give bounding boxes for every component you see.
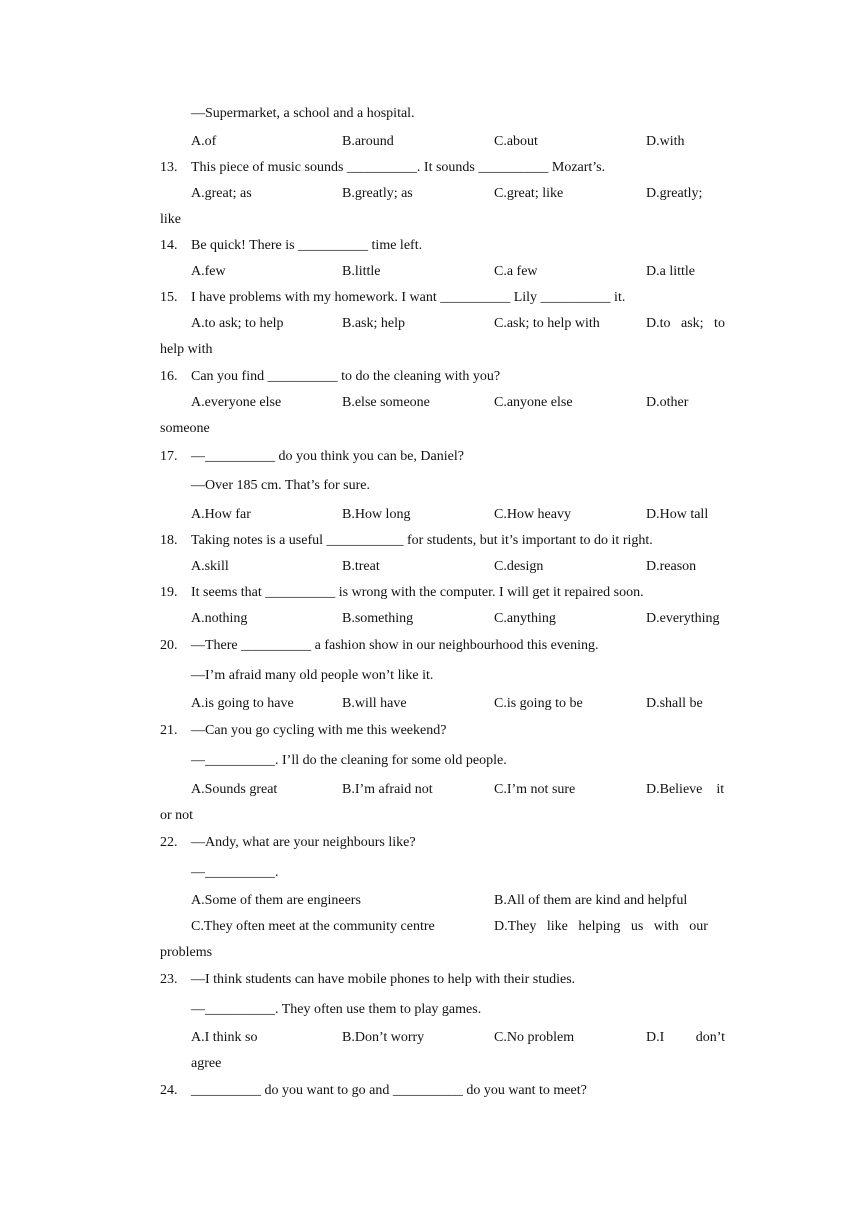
option-c: C.anything: [494, 611, 556, 626]
option-c: C.I’m not sure: [494, 782, 576, 797]
question-number: 13.: [160, 160, 178, 175]
option-a: A.nothing: [191, 611, 248, 626]
option-d-wrap: agree: [191, 1056, 222, 1071]
option-d-wrap: help with: [160, 342, 213, 357]
option-b: B.Don’t worry: [342, 1030, 425, 1045]
question-text: Can you find __________ to do the cleaning with you?: [191, 369, 501, 384]
question-number: 17.: [160, 449, 178, 464]
question-number: 16.: [160, 369, 178, 384]
option-a: A.is going to have: [191, 696, 294, 711]
option-d: D.with: [646, 134, 685, 149]
option-b: B.little: [342, 264, 381, 279]
question-text: It seems that __________ is wrong with the computer. I will get it repaired soon.: [191, 585, 644, 600]
option-d: D.greatly;: [646, 186, 703, 201]
option-a: A.great; as: [191, 186, 252, 201]
option-b: B.around: [342, 134, 394, 149]
option-d: D.everything: [646, 611, 720, 626]
question-number: 22.: [160, 835, 178, 850]
option-b: B.will have: [342, 696, 407, 711]
option-b: B.ask; help: [342, 316, 405, 331]
question-text: Taking notes is a useful ___________ for students, but it’s important to do it right.: [191, 533, 653, 548]
option-c: C.anyone else: [494, 395, 573, 410]
option-d: D.I don’t: [646, 1030, 726, 1045]
answer-line: —Over 185 cm. That’s for sure.: [191, 478, 370, 493]
question-number: 24.: [160, 1083, 178, 1098]
question-text: __________ do you want to go and __________ do you want to meet?: [191, 1083, 587, 1098]
answer-line: —Supermarket, a school and a hospital.: [191, 106, 415, 121]
option-a: A.Sounds great: [191, 782, 278, 797]
option-a: A.Some of them are engineers: [191, 893, 361, 908]
answer-line: —I’m afraid many old people won’t like it.: [191, 668, 434, 683]
option-a: A.few: [191, 264, 226, 279]
option-b: B.treat: [342, 559, 380, 574]
answer-line: —__________.: [191, 865, 279, 880]
question-text: I have problems with my homework. I want __________ Lily __________ it.: [191, 290, 626, 305]
option-c: C.No problem: [494, 1030, 575, 1045]
option-c: C.How heavy: [494, 507, 571, 522]
option-c: C.great; like: [494, 186, 564, 201]
question-text: —I think students can have mobile phones to help with their studies.: [191, 972, 576, 987]
option-d: D.to ask; to: [646, 316, 725, 331]
option-a: A.I think so: [191, 1030, 258, 1045]
option-d: D.How tall: [646, 507, 709, 522]
answer-line: —__________. They often use them to play games.: [191, 1002, 482, 1017]
question-text: —Can you go cycling with me this weekend?: [191, 723, 447, 738]
option-d: D.reason: [646, 559, 697, 574]
question-number: 14.: [160, 238, 178, 253]
question-number: 23.: [160, 972, 178, 987]
option-d: D.other: [646, 395, 689, 410]
option-c: C.about: [494, 134, 538, 149]
option-a: A.to ask; to help: [191, 316, 284, 331]
option-c: C.They often meet at the community centre: [191, 919, 435, 934]
option-a: A.How far: [191, 507, 251, 522]
option-b: B.greatly; as: [342, 186, 413, 201]
option-b: B.How long: [342, 507, 411, 522]
question-text: —__________ do you think you can be, Daniel?: [191, 449, 464, 464]
option-b: B.something: [342, 611, 414, 626]
option-d: D.Believe it: [646, 782, 725, 797]
question-number: 19.: [160, 585, 178, 600]
option-d: D.a little: [646, 264, 695, 279]
option-d: D.They like helping us with our: [494, 919, 708, 934]
question-number: 20.: [160, 638, 178, 653]
option-d: D.shall be: [646, 696, 703, 711]
question-number: 18.: [160, 533, 178, 548]
question-text: —Andy, what are your neighbours like?: [191, 835, 416, 850]
option-d-wrap: problems: [160, 945, 213, 960]
option-c: C.is going to be: [494, 696, 583, 711]
option-d-wrap: like: [160, 212, 181, 227]
option-d-wrap: someone: [160, 421, 210, 436]
option-a: A.everyone else: [191, 395, 282, 410]
option-b: B.I’m afraid not: [342, 782, 433, 797]
question-text: —There __________ a fashion show in our neighbourhood this evening.: [191, 638, 599, 653]
question-text: This piece of music sounds __________. It sounds __________ Mozart’s.: [191, 160, 606, 175]
option-c: C.design: [494, 559, 544, 574]
option-a: A.of: [191, 134, 217, 149]
answer-line: —__________. I’ll do the cleaning for some old people.: [191, 753, 507, 768]
question-number: 21.: [160, 723, 178, 738]
option-c: C.a few: [494, 264, 538, 279]
option-c: C.ask; to help with: [494, 316, 600, 331]
option-a: A.skill: [191, 559, 229, 574]
question-number: 15.: [160, 290, 178, 305]
question-text: Be quick! There is __________ time left.: [191, 238, 423, 253]
option-d-wrap: or not: [160, 808, 194, 823]
option-b: B.All of them are kind and helpful: [494, 893, 688, 908]
option-b: B.else someone: [342, 395, 430, 410]
